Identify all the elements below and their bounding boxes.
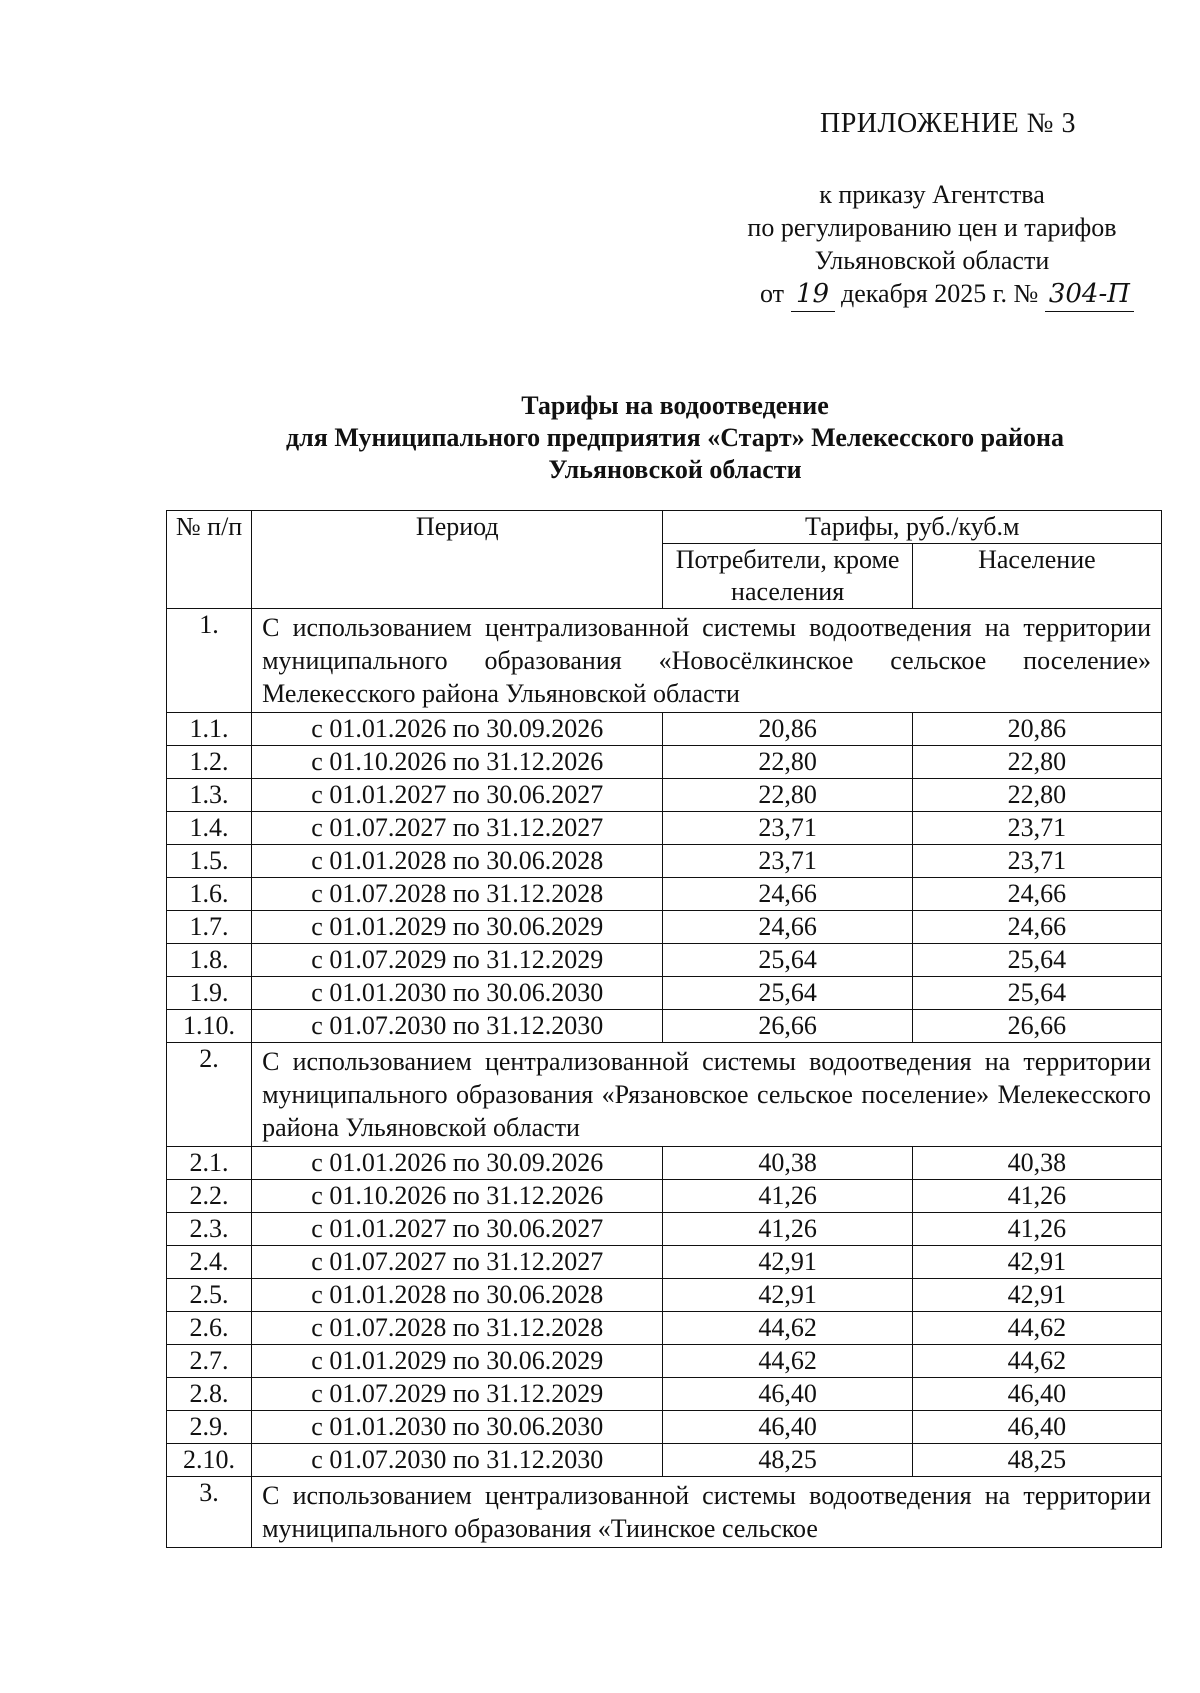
row-number: 1.6.: [167, 878, 252, 911]
row-number: 2.6.: [167, 1312, 252, 1345]
row-consumers-tariff: 25,64: [663, 944, 912, 977]
row-period: с 01.07.2029 по 31.12.2029: [252, 1378, 663, 1411]
row-consumers-tariff: 22,80: [663, 779, 912, 812]
row-period: с 01.01.2029 по 30.06.2029: [252, 1345, 663, 1378]
section-number: 1.: [167, 609, 252, 713]
section-number: 3.: [167, 1477, 252, 1548]
table-row: [167, 1312, 1162, 1345]
row-period: с 01.10.2026 по 31.12.2026: [252, 1180, 663, 1213]
tariff-table: [166, 510, 1162, 1548]
table-row: [167, 977, 1162, 1010]
handwritten-order-number: 304-П: [1045, 278, 1134, 312]
row-period: с 01.07.2027 по 31.12.2027: [252, 812, 663, 845]
row-consumers-tariff: 41,26: [663, 1180, 912, 1213]
row-consumers-tariff: 23,71: [663, 845, 912, 878]
row-number: 1.4.: [167, 812, 252, 845]
row-population-tariff: 40,38: [912, 1147, 1161, 1180]
row-consumers-tariff: 23,71: [663, 812, 912, 845]
row-period: с 01.07.2028 по 31.12.2028: [252, 1312, 663, 1345]
table-row: [167, 845, 1162, 878]
row-population-tariff: 24,66: [912, 911, 1161, 944]
row-consumers-tariff: 44,62: [663, 1312, 912, 1345]
row-consumers-tariff: 22,80: [663, 746, 912, 779]
section-row: [167, 1043, 1162, 1147]
row-population-tariff: 25,64: [912, 944, 1161, 977]
table-row: [167, 713, 1162, 746]
order-line-1: к приказу Агентства: [819, 180, 1045, 209]
row-period: с 01.07.2029 по 31.12.2029: [252, 944, 663, 977]
row-number: 1.10.: [167, 1010, 252, 1043]
table-row: [167, 779, 1162, 812]
row-consumers-tariff: 42,91: [663, 1246, 912, 1279]
table-row: [167, 1444, 1162, 1477]
section-description: С использованием централизованной системы водоотведения на территории муниципального образования «Рязановское сельское поселение» Мелекесского района Ульяновской области: [252, 1043, 1162, 1147]
row-consumers-tariff: 25,64: [663, 977, 912, 1010]
row-period: с 01.01.2028 по 30.06.2028: [252, 1279, 663, 1312]
document-title: [160, 390, 1190, 486]
section-row: [167, 1477, 1162, 1548]
order-reference: [712, 178, 1152, 312]
row-number: 2.8.: [167, 1378, 252, 1411]
row-population-tariff: 26,66: [912, 1010, 1161, 1043]
table-row: [167, 1279, 1162, 1312]
section-number: 2.: [167, 1043, 252, 1147]
row-number: 2.1.: [167, 1147, 252, 1180]
row-population-tariff: 41,26: [912, 1213, 1161, 1246]
table-row: [167, 746, 1162, 779]
row-period: с 01.01.2026 по 30.09.2026: [252, 1147, 663, 1180]
order-line-2: по регулированию цен и тарифов: [747, 213, 1117, 242]
row-period: с 01.10.2026 по 31.12.2026: [252, 746, 663, 779]
row-number: 1.8.: [167, 944, 252, 977]
header-population: Население: [912, 544, 1161, 609]
row-consumers-tariff: 44,62: [663, 1345, 912, 1378]
row-period: с 01.07.2030 по 31.12.2030: [252, 1010, 663, 1043]
table-row: [167, 1147, 1162, 1180]
row-consumers-tariff: 24,66: [663, 878, 912, 911]
title-line-3: Ульяновской области: [548, 455, 802, 484]
table-row: [167, 1246, 1162, 1279]
title-line-1: Тарифы на водоотведение: [521, 391, 829, 420]
row-period: с 01.01.2027 по 30.06.2027: [252, 1213, 663, 1246]
row-number: 2.3.: [167, 1213, 252, 1246]
table-row: [167, 1010, 1162, 1043]
date-prefix: от: [760, 279, 785, 308]
row-consumers-tariff: 48,25: [663, 1444, 912, 1477]
handwritten-day: 19: [791, 278, 835, 312]
row-consumers-tariff: 46,40: [663, 1378, 912, 1411]
date-middle: декабря 2025 г. №: [841, 279, 1039, 308]
row-number: 1.3.: [167, 779, 252, 812]
table-row: [167, 1411, 1162, 1444]
row-number: 2.10.: [167, 1444, 252, 1477]
row-period: с 01.01.2029 по 30.06.2029: [252, 911, 663, 944]
table-row: [167, 1345, 1162, 1378]
row-consumers-tariff: 41,26: [663, 1213, 912, 1246]
row-consumers-tariff: 42,91: [663, 1279, 912, 1312]
title-line-2: для Муниципального предприятия «Старт» Мелекесского района: [286, 423, 1064, 452]
row-number: 2.4.: [167, 1246, 252, 1279]
row-consumers-tariff: 46,40: [663, 1411, 912, 1444]
row-population-tariff: 41,26: [912, 1180, 1161, 1213]
row-period: с 01.01.2026 по 30.09.2026: [252, 713, 663, 746]
table-row: [167, 944, 1162, 977]
row-number: 2.9.: [167, 1411, 252, 1444]
row-population-tariff: 22,80: [912, 746, 1161, 779]
row-population-tariff: 44,62: [912, 1312, 1161, 1345]
row-period: с 01.07.2027 по 31.12.2027: [252, 1246, 663, 1279]
table-row: [167, 878, 1162, 911]
row-consumers-tariff: 24,66: [663, 911, 912, 944]
order-line-3: Ульяновской области: [814, 246, 1050, 275]
row-population-tariff: 48,25: [912, 1444, 1161, 1477]
row-consumers-tariff: 20,86: [663, 713, 912, 746]
table-row: [167, 1378, 1162, 1411]
row-population-tariff: 42,91: [912, 1246, 1161, 1279]
row-population-tariff: 23,71: [912, 812, 1161, 845]
row-population-tariff: 24,66: [912, 878, 1161, 911]
row-population-tariff: 22,80: [912, 779, 1161, 812]
row-period: с 01.01.2030 по 30.06.2030: [252, 1411, 663, 1444]
row-period: с 01.07.2028 по 31.12.2028: [252, 878, 663, 911]
row-consumers-tariff: 26,66: [663, 1010, 912, 1043]
table-row: [167, 1180, 1162, 1213]
row-population-tariff: 20,86: [912, 713, 1161, 746]
row-population-tariff: 46,40: [912, 1411, 1161, 1444]
row-number: 1.5.: [167, 845, 252, 878]
table-row: [167, 1213, 1162, 1246]
table-row: [167, 812, 1162, 845]
row-population-tariff: 42,91: [912, 1279, 1161, 1312]
header-tariffs: Тарифы, руб./куб.м: [663, 511, 1162, 544]
row-number: 1.1.: [167, 713, 252, 746]
row-number: 2.2.: [167, 1180, 252, 1213]
row-period: с 01.01.2027 по 30.06.2027: [252, 779, 663, 812]
row-number: 2.7.: [167, 1345, 252, 1378]
section-row: [167, 609, 1162, 713]
row-period: с 01.01.2028 по 30.06.2028: [252, 845, 663, 878]
row-number: 1.9.: [167, 977, 252, 1010]
row-number: 1.7.: [167, 911, 252, 944]
row-population-tariff: 44,62: [912, 1345, 1161, 1378]
row-period: с 01.07.2030 по 31.12.2030: [252, 1444, 663, 1477]
row-number: 2.5.: [167, 1279, 252, 1312]
section-description: С использованием централизованной системы водоотведения на территории муниципального образования «Тиинское сельское: [252, 1477, 1162, 1548]
row-population-tariff: 25,64: [912, 977, 1161, 1010]
header-num: № п/п: [167, 511, 252, 609]
header-consumers: Потребители, кроме населения: [663, 544, 912, 609]
order-date-line: [712, 277, 1152, 312]
row-consumers-tariff: 40,38: [663, 1147, 912, 1180]
table-row: [167, 911, 1162, 944]
row-population-tariff: 23,71: [912, 845, 1161, 878]
row-period: с 01.01.2030 по 30.06.2030: [252, 977, 663, 1010]
appendix-label: ПРИЛОЖЕНИЕ № 3: [820, 108, 1076, 139]
header-period: Период: [252, 511, 663, 609]
row-number: 1.2.: [167, 746, 252, 779]
row-population-tariff: 46,40: [912, 1378, 1161, 1411]
section-description: С использованием централизованной системы водоотведения на территории муниципального образования «Новосёлкинское сельское поселение» Мелекесского района Ульяновской области: [252, 609, 1162, 713]
